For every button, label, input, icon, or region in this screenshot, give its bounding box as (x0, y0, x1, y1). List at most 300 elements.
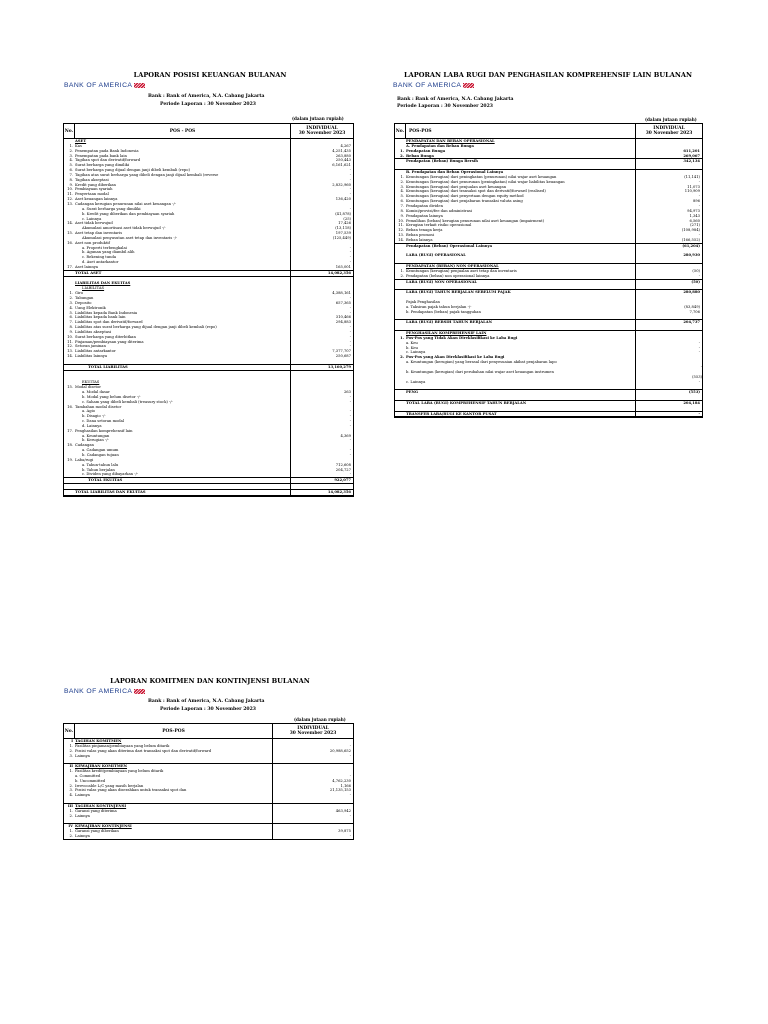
row-number (395, 164, 405, 169)
table-row (395, 384, 702, 389)
row-label: b. Tahun berjalan (74, 468, 291, 473)
row-label: LIABILITAS DAN EKUITAS (74, 281, 291, 286)
row-label (405, 164, 636, 169)
row-label: Lainnya (74, 754, 273, 759)
row-label: Modal disetor (74, 385, 291, 390)
row-label: a. Keu (405, 341, 636, 346)
row-label: c. Lainnya (405, 350, 636, 355)
row-value: - (349, 344, 351, 349)
row-label (405, 315, 636, 320)
row-number: 1. (69, 143, 73, 148)
row-label: Posisi valas yang akan diterima dari transaksi spot dan derivatif/forward (74, 749, 273, 754)
row-label: d. Aset antarkantor (74, 260, 291, 265)
row-value: - (698, 273, 700, 278)
row-value: - (349, 168, 351, 173)
row-number: 1. (69, 769, 73, 774)
row-label: Tabungan (74, 296, 291, 301)
row-value: (61,204) (682, 243, 700, 248)
row-number: 14. (398, 237, 404, 242)
row-number (64, 490, 74, 495)
row-number: I (71, 739, 73, 743)
row-value: 342,134 (683, 159, 700, 164)
row-label: Liabilitas antarkantor (74, 349, 291, 354)
table-row (64, 359, 353, 364)
row-number (395, 258, 405, 263)
row-value: (13,118) (335, 226, 351, 231)
row-value: 94,973 (687, 208, 700, 213)
col-individual-label: INDIVIDUAL (306, 126, 338, 131)
table-row (64, 758, 353, 763)
row-label: Kas (74, 144, 291, 149)
row-label (74, 819, 273, 824)
row-value: - (349, 260, 351, 265)
row-number: 16. (67, 404, 73, 409)
row-number (395, 412, 405, 417)
row-label: Pos-Pos yang Tidak Akan Direklasifikasi ke Laba Rugi (405, 336, 636, 341)
table-row (395, 406, 702, 411)
posisi-period: Periode Laporan : 30 November 2023 (160, 102, 256, 107)
row-label: c. Lainnya (405, 380, 636, 385)
row-label: Liabilitas lainnya (74, 354, 291, 359)
row-number: 2. (69, 834, 73, 839)
row-label: Aset non produktif (74, 241, 291, 246)
row-value: (11,141) (684, 174, 700, 179)
row-value: - (349, 334, 351, 339)
row-label: b. Keu (405, 346, 636, 351)
row-label: Pendapatan (Beban) Bunga Bersih (405, 159, 636, 164)
row-value: - (349, 414, 351, 419)
row-value: 269,067 (683, 153, 700, 158)
row-label: a. Modal dasar (74, 390, 291, 395)
row-label: Aset keuangan lainnya (74, 197, 291, 202)
row-number: 13. (67, 349, 73, 354)
row-label: c. Rekening tunda (74, 255, 291, 260)
row-label: Keuntungan (kerugian) penjualan aset tetap dan inventaris (405, 269, 636, 274)
row-label: Akumulasi penyusutan aset tetap dan inventaris -/- (74, 236, 291, 241)
row-number: 11. (398, 223, 404, 228)
row-value: - (349, 813, 351, 818)
bank-logo-text: BANK OF AMERICA (64, 688, 133, 695)
row-number: 1. (69, 829, 73, 834)
row-number: 4. (69, 793, 73, 798)
row-value: (271) (690, 223, 700, 228)
table-row (395, 164, 702, 169)
row-label: Uang Elektronik (74, 306, 291, 311)
row-label: Pemulihan (beban) kerugian penurunan nilai aset keuangan (impairment) (405, 219, 636, 224)
row-value: 204,184 (683, 400, 700, 405)
row-label: a. Taksiran pajak tahun berjalan -/- (405, 305, 636, 310)
row-label: Akumulasi amortisasi aset tidak berwujud -/- (74, 226, 291, 231)
row-label: c. Lainnya (74, 217, 291, 222)
row-number: 1. (400, 268, 404, 273)
row-value: - (349, 399, 351, 404)
row-value: - (349, 305, 351, 310)
row-label (405, 395, 636, 400)
row-number: 5. (400, 194, 404, 199)
labarugi-title: LAPORAN LABA RUGI DAN PENGHASILAN KOMPREHENSIF LAIN BULANAN (404, 71, 692, 79)
row-label: Pendapatan dividen (405, 204, 636, 209)
row-label: a. Properti terbengkalai (74, 246, 291, 251)
row-label: Beban tenaga kerja (405, 228, 636, 233)
row-label: b. Cadangan tujuan (74, 453, 291, 458)
row-number: 1. (69, 743, 73, 748)
row-number: 8. (69, 177, 73, 182)
row-label: d. Lainnya (74, 424, 291, 429)
row-label: LABA (RUGI) NON OPERASIONAL (405, 280, 636, 285)
row-number: IV (68, 824, 73, 829)
row-value: - (349, 453, 351, 457)
row-label: Keuntungan (kerugian) dari penjualan aset keuangan (405, 185, 636, 190)
row-value: - (349, 296, 351, 300)
row-value: 263,880 (335, 153, 351, 158)
row-label: Keuntungan (kerugian) dari penjabaran transaksi valuta asing (405, 199, 636, 204)
col-no: No. (395, 124, 406, 138)
row-number: 6. (400, 199, 404, 204)
row-label (405, 284, 636, 289)
row-number: 12. (398, 228, 404, 233)
row-value: 13,160,279 (327, 364, 351, 369)
row-label: Fasilitas pinjaman/pembiayaan yang belum ditarik (74, 744, 273, 749)
bank-flag-icon (134, 689, 145, 694)
table-row (395, 274, 702, 279)
row-value: (50) (691, 279, 700, 284)
row-label: Giro (74, 291, 291, 296)
row-number: 2. (69, 783, 73, 788)
row-number: 6. (69, 168, 73, 173)
row-label: Pendapatan lainnya (405, 214, 636, 219)
row-value: 7,706 (689, 309, 700, 314)
row-label: Penyertaan modal (74, 192, 291, 197)
row-value: 6,161,621 (332, 163, 351, 168)
row-value: 1,343 (689, 213, 700, 218)
posisi-bank: Bank : Bank of America, N.A. Cabang Jakarta (148, 94, 265, 99)
row-label: Pinjaman/pembiayaan yang diterima (74, 340, 291, 345)
row-value: 17,426 (338, 221, 351, 226)
row-value (273, 819, 353, 824)
row-label: Liabilitas kepada bank lain (74, 315, 291, 320)
row-number: 2. (400, 179, 404, 184)
row-value: 611,201 (683, 148, 700, 153)
row-label: Surat berharga yang dimiliki (74, 163, 291, 168)
col-date: 30 November 2023 (289, 731, 337, 736)
row-value: - (700, 364, 702, 369)
col-individual (291, 124, 353, 138)
row-label: PENDAPATAN DAN BEBAN OPERASIONAL (405, 139, 636, 144)
row-label: a. Keuntungan (kerugian) yang berasal dari penyesuaian akibat penjabaran lapo (405, 360, 636, 365)
labarugi-period: Periode Laporan : 30 November 2023 (397, 104, 493, 109)
row-value: 20,988,652 (329, 748, 351, 753)
row-label: PENGHASILAN KOMPREHENSIF LAIN (405, 331, 636, 336)
col-individual (636, 124, 702, 138)
labarugi-unit: (dalam jutaan rupiah) (645, 117, 697, 122)
row-number: 2. (69, 813, 73, 818)
row-label: LABA (RUGI) OPERASIONAL (405, 253, 636, 258)
row-label: LABA (RUGI) BERSIH TAHUN BERJALAN (405, 320, 636, 325)
row-value: - (349, 423, 351, 428)
row-label: Penempatan pada Bank Indonesia (74, 149, 291, 154)
row-value: 310,466 (335, 315, 351, 320)
row-number: 9. (69, 329, 73, 334)
bank-logo-text: BANK OF AMERICA (64, 82, 133, 89)
row-number: 15. (67, 231, 73, 236)
row-label: Posisi valas yang akan diserahkan untuk transaksi spot dan (74, 788, 273, 793)
row-label: Lainnya (74, 834, 273, 839)
row-label: a. Tahun-tahun lalu (74, 463, 291, 468)
row-label: Surat berharga yang diterbitkan (74, 335, 291, 340)
row-value: 21,135,153 (329, 788, 351, 793)
row-label (405, 325, 636, 330)
row-number (64, 472, 74, 477)
row-value (273, 798, 353, 803)
row-label: a. Surat berharga yang dimiliki (74, 207, 291, 212)
row-value: (50) (692, 268, 700, 273)
labarugi-table (394, 123, 703, 418)
row-label: Beban lainnya (405, 238, 636, 243)
row-label: TAGIHAN KOMITMEN (74, 739, 273, 744)
row-label: a. Committed (74, 774, 273, 779)
row-value: - (698, 203, 700, 208)
row-value: - (349, 329, 351, 334)
row-number: 9. (400, 213, 404, 218)
row-value: 1,166 (340, 783, 351, 788)
table-row (64, 364, 353, 371)
row-label: Keuntungan (kerugian) dari transaksi spot dan derivatif/forward (realised) (405, 189, 636, 194)
komitmen-table (63, 723, 354, 840)
row-label: TOTAL LIABILITAS (74, 365, 291, 370)
table-row (64, 819, 353, 824)
row-value: - (349, 250, 351, 255)
row-value: - (349, 187, 351, 192)
row-value: (41,878) (335, 211, 351, 216)
row-label (74, 484, 291, 489)
row-label: KEWAJIBAN KOMITMEN (74, 764, 273, 769)
row-value: 250,443 (335, 158, 351, 163)
row-value (636, 284, 702, 289)
row-label: Irrevocable L/C yang masih berjalan (74, 784, 273, 789)
bank-logo-text: BANK OF AMERICA (393, 82, 462, 89)
row-label: Surat berharga yang dijual dengan janji dibeli kembali (repo) (74, 168, 291, 173)
row-value: - (349, 834, 351, 839)
col-pos: POS-POS (75, 724, 273, 738)
row-label (405, 384, 636, 389)
table-row (64, 489, 353, 496)
table-row (64, 265, 353, 270)
row-value: 280,930 (683, 253, 700, 258)
row-label: b. Pendapatan (beban) pajak tangguhan (405, 310, 636, 315)
row-label: b. Modal yang belum disetor -/- (74, 395, 291, 400)
row-value: - (349, 753, 351, 758)
row-label: EKUITAS (74, 380, 291, 385)
row-value: (83,849) (684, 304, 700, 309)
row-number (64, 819, 74, 824)
row-value: - (349, 448, 351, 453)
row-label: TOTAL EKUITAS (74, 478, 291, 483)
row-number: 16. (67, 240, 73, 245)
row-label: TOTAL LIABILITAS DAN EKUITAS (74, 490, 291, 495)
row-number (395, 395, 405, 400)
col-individual-label: INDIVIDUAL (297, 726, 329, 731)
row-label: Aset tetap dan inventaris (74, 231, 291, 236)
row-number: 19. (67, 457, 73, 462)
row-number: 7. (69, 172, 73, 177)
row-number: 4. (400, 189, 404, 194)
row-label: Liabilitas kepada Bank Indonesia (74, 311, 291, 316)
row-number: 1. (400, 335, 404, 340)
row-number: 12. (67, 344, 73, 349)
col-no: No. (64, 724, 75, 738)
row-label: Deposito (74, 301, 291, 306)
row-value: - (698, 411, 700, 416)
row-number (64, 798, 74, 803)
table-row (64, 834, 353, 839)
row-label: Tagihan akseptasi (74, 178, 291, 183)
row-value: 896 (692, 199, 700, 204)
row-number: II (69, 764, 73, 769)
row-label: a. Agio (74, 409, 291, 414)
row-label: Tambahan modal disetor (74, 405, 291, 410)
row-value: - (349, 743, 351, 748)
row-value (636, 315, 702, 320)
row-value: 463,942 (335, 808, 351, 813)
row-label: Pos-Pos yang Akan Direklasifikasi ke Laba Rugi (405, 355, 636, 360)
posisi-table-header (64, 124, 353, 139)
row-number: 1. (69, 808, 73, 813)
row-label: Beban Bunga (405, 154, 636, 159)
row-number (395, 315, 405, 320)
row-value: - (349, 310, 351, 315)
row-label: A. Pendapatan dan Beban Bunga (405, 144, 636, 149)
table-row (395, 395, 702, 400)
row-value (636, 258, 702, 263)
row-number (64, 271, 74, 276)
row-label: Aset lainnya (74, 265, 291, 270)
row-value: - (349, 177, 351, 182)
komitmen-unit: (dalam jutaan rupiah) (294, 717, 346, 722)
row-value: 110,909 (684, 189, 700, 194)
row-value: (25) (343, 216, 351, 221)
row-label: Pendapatan (Beban) Operasional Lainnya (405, 244, 636, 249)
row-number: 4. (69, 158, 73, 163)
row-label: TRANSFER LABA/RUGI KE KANTOR PUSAT (405, 412, 636, 417)
komitmen-period: Periode Laporan : 30 November 2023 (160, 707, 256, 712)
row-number (395, 384, 405, 389)
row-number (64, 758, 74, 763)
row-value: (108,984) (681, 228, 700, 233)
row-value: - (349, 409, 351, 414)
row-value: - (349, 172, 351, 177)
row-value: 39,875 (338, 829, 351, 834)
row-number: 5. (69, 310, 73, 315)
row-number: 3. (69, 753, 73, 758)
bank-flag-icon (134, 83, 145, 88)
col-pos: POS-POS (406, 124, 636, 138)
row-value: 11,073 (687, 184, 700, 189)
row-number: 2. (69, 748, 73, 753)
row-number: 3. (69, 300, 73, 305)
row-value: 14,082,356 (327, 489, 351, 494)
row-number: 2. (400, 355, 404, 360)
row-label (405, 258, 636, 263)
row-label: Garansi yang diberikan (74, 829, 273, 834)
table-row (64, 477, 353, 484)
row-value: 204,737 (683, 320, 700, 325)
row-value: 7,377,707 (332, 349, 351, 354)
row-label: Liabilitas spot dan derivatif/forward (74, 320, 291, 325)
row-label: Komisi/provisi/fee dan administrasi (405, 209, 636, 214)
row-label: b. Agunan yang diambil alih (74, 250, 291, 255)
row-label: KEWAJIBAN KONTINJENSI (74, 824, 273, 829)
row-value: 294,883 (335, 320, 351, 325)
table-row (395, 154, 702, 159)
row-label: Keuntungan (kerugian) dari penurunan (peningkatan) nilai wajar liabilitas keuangan (405, 180, 636, 185)
row-value: - (349, 472, 351, 477)
row-value (291, 359, 353, 364)
row-value: (553) (692, 374, 702, 379)
row-label: LIABILITAS (74, 286, 291, 291)
row-number (395, 325, 405, 330)
row-value (636, 395, 702, 400)
row-value (636, 325, 702, 330)
row-value: 6,560 (689, 218, 700, 223)
posisi-unit: (dalam jutaan rupiah) (292, 116, 344, 121)
row-number: 17. (67, 264, 73, 269)
row-label: Beban promosi (405, 233, 636, 238)
row-value: (166,552) (681, 237, 700, 242)
row-label: Aset tidak berwujud (74, 221, 291, 226)
col-pos: POS - POS (75, 124, 291, 138)
row-number (395, 406, 405, 411)
row-number: 2. (69, 296, 73, 300)
row-value: - (698, 179, 700, 184)
labarugi-bank: Bank : Bank of America, N.A. Cabang Jakarta (397, 97, 514, 102)
row-number: 1. (400, 174, 404, 179)
row-value (636, 406, 702, 411)
table-row (64, 270, 353, 277)
row-number: 14. (67, 354, 73, 359)
row-value: 250,687 (335, 354, 351, 359)
row-label: Kerugian terkait risiko operasional (405, 223, 636, 228)
row-label: PENG (405, 390, 636, 395)
row-value: - (349, 438, 351, 443)
row-label: TOTAL LABA (RUGI) KOMPREHENSIF TAHUN BERJALAN (405, 401, 636, 406)
row-value: 14,082,356 (327, 270, 351, 275)
row-value: - (698, 194, 700, 199)
row-number: 11. (67, 339, 73, 344)
row-label: Keuntungan (kerugian) dari peningkatan (penurunan) nilai wajar aset keuangan (405, 175, 636, 180)
bank-flag-icon (463, 83, 474, 88)
row-value: 4,267 (340, 143, 351, 148)
row-number: 3. (400, 184, 404, 189)
col-individual (273, 724, 353, 738)
col-no: No. (64, 124, 75, 138)
row-value: - (698, 350, 700, 355)
row-label: Fasilitas kredit/pembiayaan yang belum ditarik (74, 769, 273, 774)
row-label (405, 406, 636, 411)
row-label: Garansi yang diterima (74, 809, 273, 814)
row-label: Pajak Penghasilan (405, 300, 636, 305)
row-number: 3. (69, 153, 73, 158)
table-row (395, 325, 702, 330)
row-label: Laba/rugi (74, 458, 291, 463)
row-label: TOTAL ASET (74, 271, 291, 276)
row-value: 4,762,230 (332, 778, 351, 783)
row-number (64, 365, 74, 370)
row-number: 12. (67, 197, 73, 202)
table-row (395, 411, 702, 418)
row-number: 6. (69, 315, 73, 320)
row-number: 8. (400, 208, 404, 213)
row-label: Liabilitas akseptasi (74, 330, 291, 335)
